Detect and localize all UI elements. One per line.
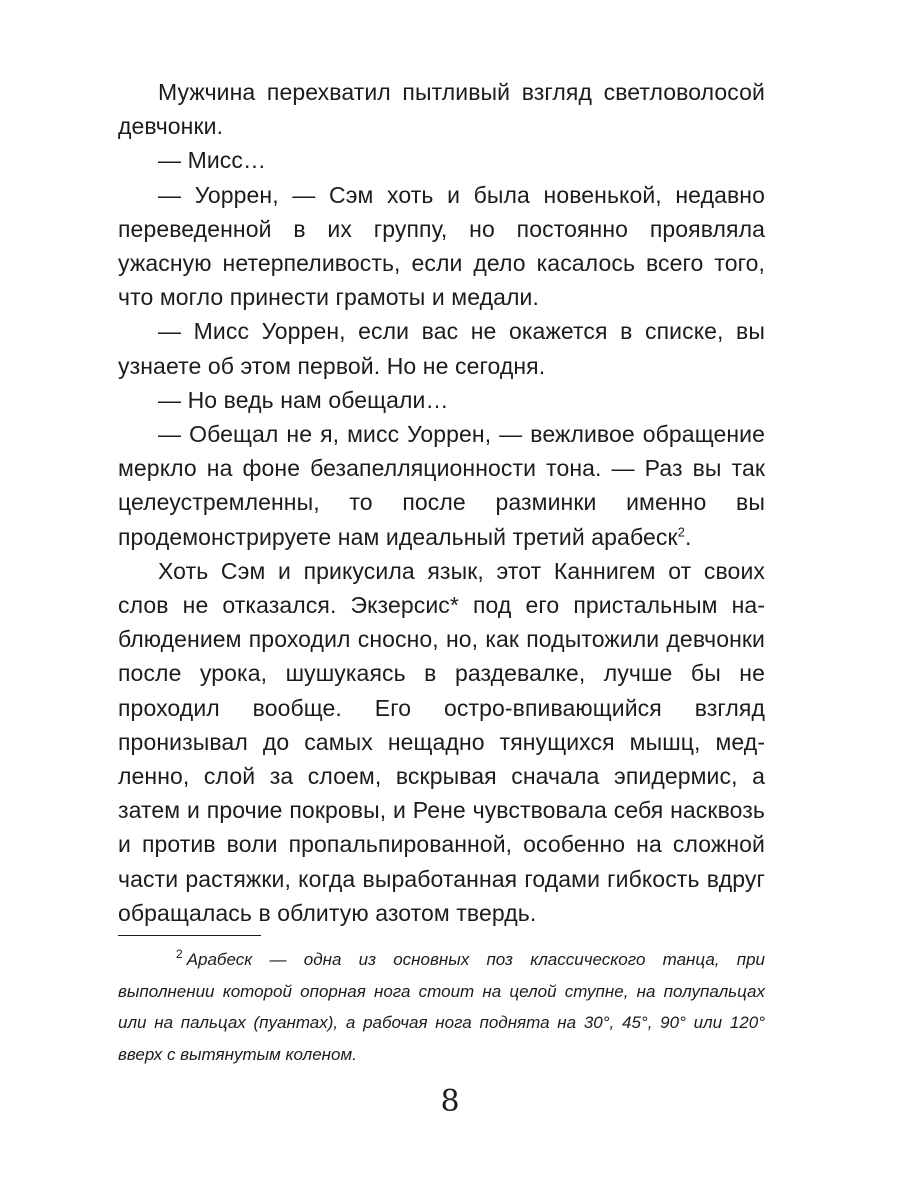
paragraph: — Мисс… <box>158 147 267 174</box>
paragraph: — Мисс Уоррен, если вас не окажется в списке, вы узнаете об этом первой. Но не сегодня. <box>118 318 765 379</box>
paragraph: — Уоррен, — Сэм хоть и была новенькой, недавно переведенной в их группу, но постоянно проявляла ужасную нетерпеливость, если дело касалось всего того, что могло принести грамоты и медали. <box>118 181 765 311</box>
main-text <box>118 75 765 930</box>
paragraph-text: — Обещал не я, мисс Уоррен, — вежливое обращение меркло на фоне безапелляционности тона. — Раз вы так целеустремленны, то после разминки именно вы продемонстрируете нам идеальный третий арабеск <box>118 421 765 550</box>
paragraph: Мужчина перехватил пытливый взгляд светловолосой девчонки. <box>118 79 765 140</box>
footnote-text: Арабеск — одна из основных поз классического танца, при выполнении которой опорная нога стоит на целой ступне, на полупальцах или на пальцах (пуантах), а рабочая нога поднята на 30°, 45°, 90° или 120° вверх с вытянутым коленом. <box>118 950 765 1064</box>
footnote-mark: 2 <box>176 947 183 962</box>
paragraph: — Но ведь нам обещали… <box>158 386 449 413</box>
paragraph: Хоть Сэм и прикусила язык, этот Каннигем от своих слов не отказался. Экзерсис* под его пристальным наблюдением проходил сносно, но, как подытожили девчонки после урока, шушукаясь в раздевалке, лучше бы не проходил вообще. Его остро-впивающийся взгляд пронизывал до самых нещадно тянущихся мышц, медленно, слой за слоем, вскрывая сначала эпидермис, а затем и прочие покровы, и Рене чувствовала себя насквозь и против воли пропальпированной, особенно на сложной части растяжки, когда выработанная годами гибкость вдруг обращалась в облитую азотом твердь. <box>118 557 765 926</box>
footnote-reference: 2 <box>677 523 685 539</box>
footnote <box>118 944 765 1070</box>
footnote-divider <box>118 935 261 936</box>
paragraph-end-punctuation: . <box>684 523 692 550</box>
paragraph-with-footnote <box>118 417 765 554</box>
page-number: 8 <box>440 1084 460 1119</box>
